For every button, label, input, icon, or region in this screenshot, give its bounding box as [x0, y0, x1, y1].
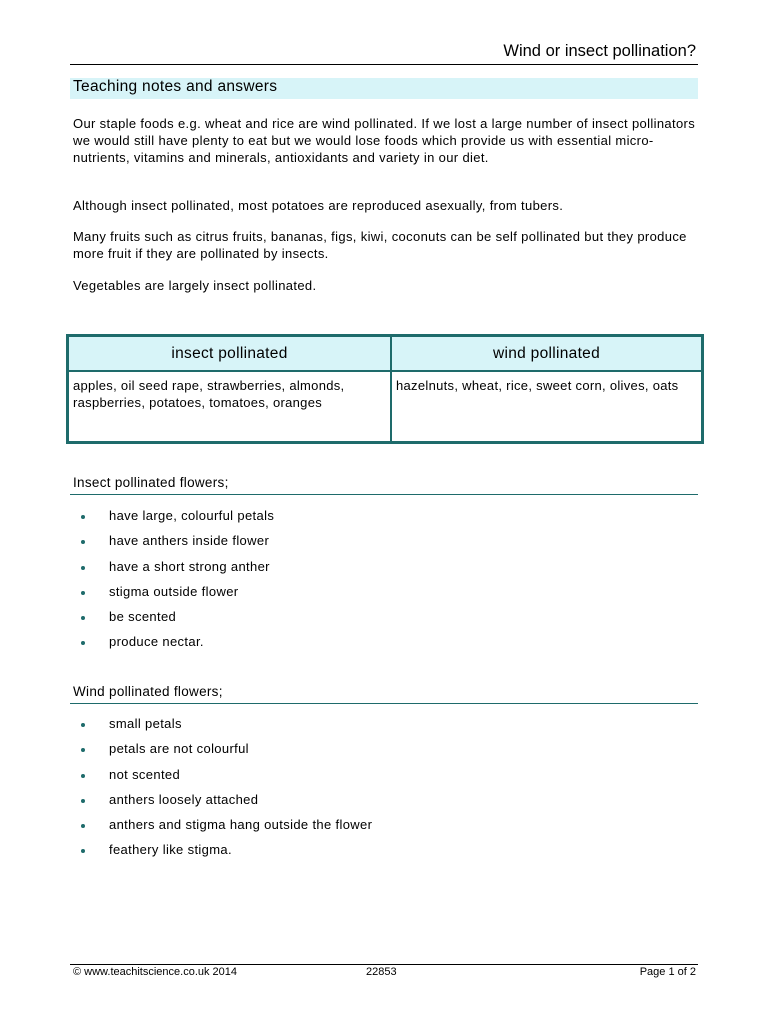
bullet-icon [81, 515, 85, 519]
wind-flowers-heading: Wind pollinated flowers; [73, 684, 223, 699]
bullet-icon [81, 641, 85, 645]
document-title: Wind or insect pollination? [503, 42, 696, 60]
bullet-icon [81, 616, 85, 620]
header-divider [70, 64, 698, 65]
insect-flowers-heading: Insect pollinated flowers; [73, 475, 229, 490]
wind-heading-divider [70, 703, 698, 704]
list-item-text: have anthers inside flower [109, 533, 270, 549]
cell-insect-examples: apples, oil seed rape, strawberries, almonds, raspberries, potatoes, tomatoes, oranges [68, 371, 392, 443]
bullet-icon [81, 849, 85, 853]
bullet-icon [81, 824, 85, 828]
paragraph-fruits: Many fruits such as citrus fruits, bananas, figs, kiwi, coconuts can be self pollinated but they produce more fruit if they are pollinated by insects. [73, 229, 687, 261]
list-item-text: not scented [109, 766, 181, 782]
bullet-icon [81, 540, 85, 544]
bullet-icon [81, 774, 85, 778]
paragraph-staple-foods: Our staple foods e.g. wheat and rice are wind pollinated. If we lost a large number of insect pollinators we would still have plenty to eat but we would lose foods which provide us with essential micro-nutrients, vitamins and minerals, antioxidants and variety in our diet. [73, 116, 696, 165]
bullet-icon [81, 566, 85, 570]
footer-resource-id: 22853 [366, 966, 397, 978]
bullet-icon [81, 748, 85, 752]
section-banner [70, 78, 698, 99]
section-title: Teaching notes and answers [73, 78, 278, 95]
cell-wind-examples: hazelnuts, wheat, rice, sweet corn, olives, oats [391, 371, 703, 443]
bullet-icon [81, 799, 85, 803]
list-item-text: feathery like stigma. [109, 842, 232, 858]
header-wind-pollinated: wind pollinated [391, 336, 703, 372]
bullet-icon [81, 591, 85, 595]
pollination-table [66, 334, 704, 444]
bullet-icon [81, 723, 85, 727]
table-header-row [68, 336, 703, 372]
insect-heading-divider [70, 494, 698, 495]
footer-divider [70, 964, 698, 965]
footer-copyright: © www.teachitscience.co.uk 2014 [73, 966, 238, 978]
list-item-text: have a short strong anther [109, 558, 270, 574]
list-item-text: stigma outside flower [109, 583, 239, 599]
paragraph-potatoes: Although insect pollinated, most potatoes are reproduced asexually, from tubers. [73, 198, 564, 213]
list-item-text: have large, colourful petals [109, 508, 275, 523]
list-item-text: anthers loosely attached [109, 791, 259, 807]
list-item-text: anthers and stigma hang outside the flower [109, 817, 373, 833]
footer-page-number: Page 1 of 2 [639, 966, 696, 978]
list-item-text: petals are not colourful [109, 741, 249, 757]
list-item-text: small petals [109, 716, 182, 731]
list-item-text: be scented [109, 609, 177, 625]
header-insect-pollinated: insect pollinated [68, 336, 392, 372]
table-row [68, 371, 703, 443]
paragraph-vegetables: Vegetables are largely insect pollinated. [73, 278, 317, 293]
list-item-text: produce nectar. [109, 634, 204, 650]
